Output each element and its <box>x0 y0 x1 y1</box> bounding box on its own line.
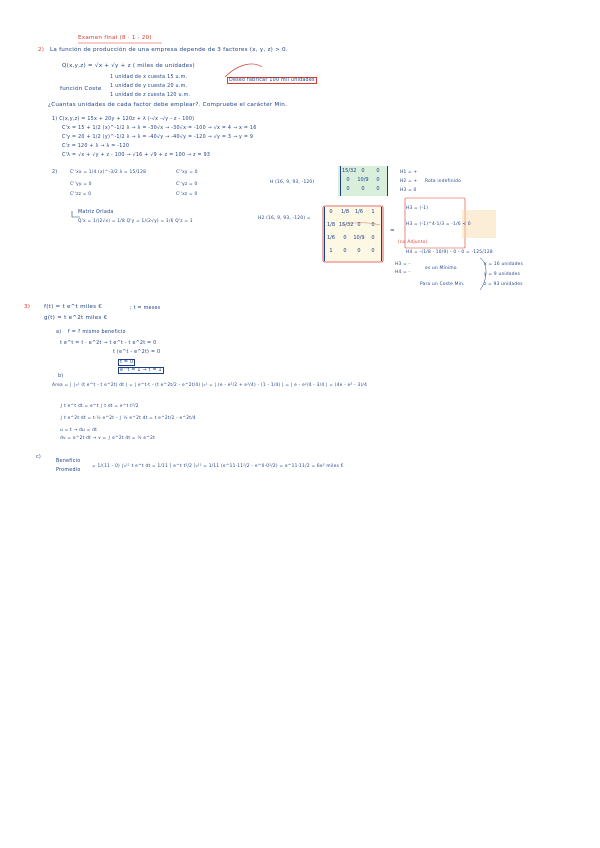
bordered-matrix <box>324 207 382 261</box>
cost-line-y: 1 unidad de y cuesta 20 u.m. <box>110 84 188 89</box>
part-b-line-4: dv = e^2t dt → v = ∫ e^2t dt = ½ e^2t <box>60 436 156 441</box>
second-deriv-xz: C''xz = 0 <box>176 192 198 197</box>
bordered-cell: 0 <box>357 248 361 254</box>
hessian-cell: 15/32 <box>342 168 357 174</box>
bordered-cell: 0 <box>371 235 375 241</box>
minor-calc-4: H4 = -(1/8 · 10/9) - 0 - 0 = -125/128 <box>406 250 493 255</box>
bordered-cell: 1/8 <box>340 209 350 215</box>
h2-label: H2 (16, 9, 93, -120) = <box>258 216 311 221</box>
target-note: Deseo fabricar 100 mil unidades <box>229 78 315 83</box>
production-function: Q(x,y,z) = √x + √y + z ( miles de unidades) <box>62 63 195 69</box>
step1-title: 1) C(x,y,z) = 15x + 20y + 120z + λ (-√x -√y - z - 100) <box>52 117 195 122</box>
answer-x: x = 16 unidades <box>484 262 524 267</box>
part-a-line-1: t e^t = t · e^2t → t e^t - t e^2t = 0 <box>60 341 157 346</box>
hessian-cell: 0 <box>376 168 380 174</box>
question: ¿Cuantas unidades de cada factor debe emplear?. Compruebe el carácter Min. <box>48 102 288 108</box>
bordered-cell: 0 <box>371 248 375 254</box>
second-deriv-yy: C''yy = 0 <box>70 182 92 187</box>
part-b-line-1: ∫ t e^t dt = e^t ∫ t dt = e^t t²/2 <box>60 404 139 409</box>
bordered-cell: 15/32 <box>339 222 354 228</box>
cost-line-z: 1 unidad de z cuesta 120 u.m. <box>110 93 191 98</box>
bordered-cell: 1/6 <box>354 209 364 215</box>
cost-label: función Coste <box>60 86 102 92</box>
hessian-cell: 0 <box>376 177 380 183</box>
hessian-cell: 0 <box>346 177 350 183</box>
bordered-cell: 0 <box>329 209 333 215</box>
second-deriv-xy: C''xy = 0 <box>176 170 198 175</box>
bordered-label: Matriz Orlada <box>78 210 114 215</box>
h-minor-3: H3 = 0 <box>400 188 417 193</box>
step1-line-2: C'y = 20 + 1/2 (y)^-1/2 λ → λ = -40√y → -40√y = -120 → √y = 3 → y = 9 <box>62 135 254 140</box>
part-a-line-2: t (e^t - e^2t) = 0 <box>113 350 161 355</box>
answer-z: z = 93 unidades <box>484 282 523 287</box>
part-b-line-3: u = t → du = dt <box>60 428 98 433</box>
step2-label: 2) <box>52 170 58 175</box>
exam-title: Examen final (8 · 1 · 20) <box>78 35 152 41</box>
hessian-cell: 0 <box>361 168 365 174</box>
part-b-label: b) <box>58 374 64 379</box>
hessian-cell: 0 <box>361 186 365 192</box>
bordered-derivs: Q'x = 1/(2√x) = 1/8 Q'y = 1/(2√y) = 1/6 Q'z = 1 <box>78 219 193 224</box>
step1-line-3: C'z = 120 + λ → λ = -120 <box>62 144 130 149</box>
minimum-label: es un Mínimo <box>425 266 457 271</box>
hessian-cell: 0 <box>346 186 350 192</box>
part-c-word-2: Promedio <box>56 468 81 473</box>
time-unit: ; t = meses <box>130 306 161 311</box>
bordered-cell: 0 <box>343 248 347 254</box>
step1-line-4: C'λ = √x + √y + z - 100 → √16 + √9 + z = 100 → z = 93 <box>62 153 211 158</box>
minor-calc-2: H3 = (-1)^4·1/3 = -1/6 < 0 <box>406 222 471 227</box>
part-a-label: a) <box>56 330 62 335</box>
bordered-cell: 10/9 <box>353 235 365 241</box>
second-deriv-yz: C''yz = 0 <box>176 182 198 187</box>
cost-line-x: 1 unidad de x cuesta 15 u.m. <box>110 75 188 80</box>
function-g: g(t) = t e^2t miles € <box>44 315 108 321</box>
minor-calc-3: (no Adjunto) <box>398 240 428 245</box>
bordered-cell: 1/6 <box>326 235 336 241</box>
second-deriv-xx: C''xx = 1/4 (x)^-3/2 λ = 15/128 <box>70 170 147 175</box>
hessian-cell: 0 <box>376 186 380 192</box>
hessian-matrix <box>340 166 388 196</box>
min-sign-h3: H3 = - <box>395 262 411 267</box>
cost-min-label: Para un Coste Min. <box>420 282 465 287</box>
problem1-intro: La función de producción de una empresa depende de 3 factores (x, y, z) > 0. <box>50 47 288 53</box>
bordered-cell: 0 <box>371 222 375 228</box>
part-c-word-1: Beneficio <box>56 459 81 464</box>
problem1-number: 2) <box>38 47 45 53</box>
bordered-cell: 1 <box>371 209 375 215</box>
part-c-label: c) <box>36 455 42 460</box>
part-a-line-4: e^t = 1 → t = 1 <box>120 368 162 373</box>
part-b-line-2: ∫ t e^2t dt = t·½ e^2t - ∫ ½ e^2t dt = t e^2t/2 - e^2t/4 <box>60 416 196 421</box>
h-minor-2: H2 = + <box>400 179 418 184</box>
hessian-cell: 10/9 <box>357 177 369 183</box>
min-sign-h4: H4 = - <box>395 270 411 275</box>
bordered-cell: 0 <box>357 222 361 228</box>
part-c-expression: = 1/(11 - 0) ∫₀¹¹ t e^t dt = 1/11 [ e^t t²/2 ]₀¹¹ = 1/11 (e^11·11²/2 - e^0·0²/2) = e^11·11/2 = 6e³ miles € <box>92 464 344 469</box>
step1-line-1: C'x = 15 + 1/2 (x)^-1/2 λ → λ = -30√x → -30√x = -100 → √x = 4 → x = 16 <box>62 126 257 131</box>
function-f: f(t) = t e^t miles € <box>44 304 103 310</box>
area-expression: Area = | ∫₀¹ (t e^t - t e^2t) dt | = | e^t·t - (t e^2t/2 - e^2t/4) |₀¹ = | (e - e²/2 + e²/4) - (1 - 1/4) | = | e - e²/4 - 3/4 | = (4e - e² - 3)/4 <box>52 383 368 388</box>
indefinite-result: Rota indefinido <box>425 179 462 184</box>
minor-calc-1: H3 = (-1) <box>406 206 429 211</box>
h-minor-1: H1 = + <box>400 170 418 175</box>
bordered-cell: 1 <box>329 248 333 254</box>
equals-sign: = <box>390 228 395 234</box>
bordered-cell: 0 <box>343 235 347 241</box>
hessian-label: H (16, 9, 93, -120) <box>270 180 315 185</box>
answer-y: y = 9 unidades <box>484 272 521 277</box>
bordered-cell: 1/8 <box>326 222 336 228</box>
part-a-question: f = ? mismo beneficio <box>68 330 126 335</box>
second-deriv-zz: C''zz = 0 <box>70 192 92 197</box>
problem2-number: 3) <box>24 304 31 310</box>
part-a-line-3: t = 0 <box>120 360 134 365</box>
